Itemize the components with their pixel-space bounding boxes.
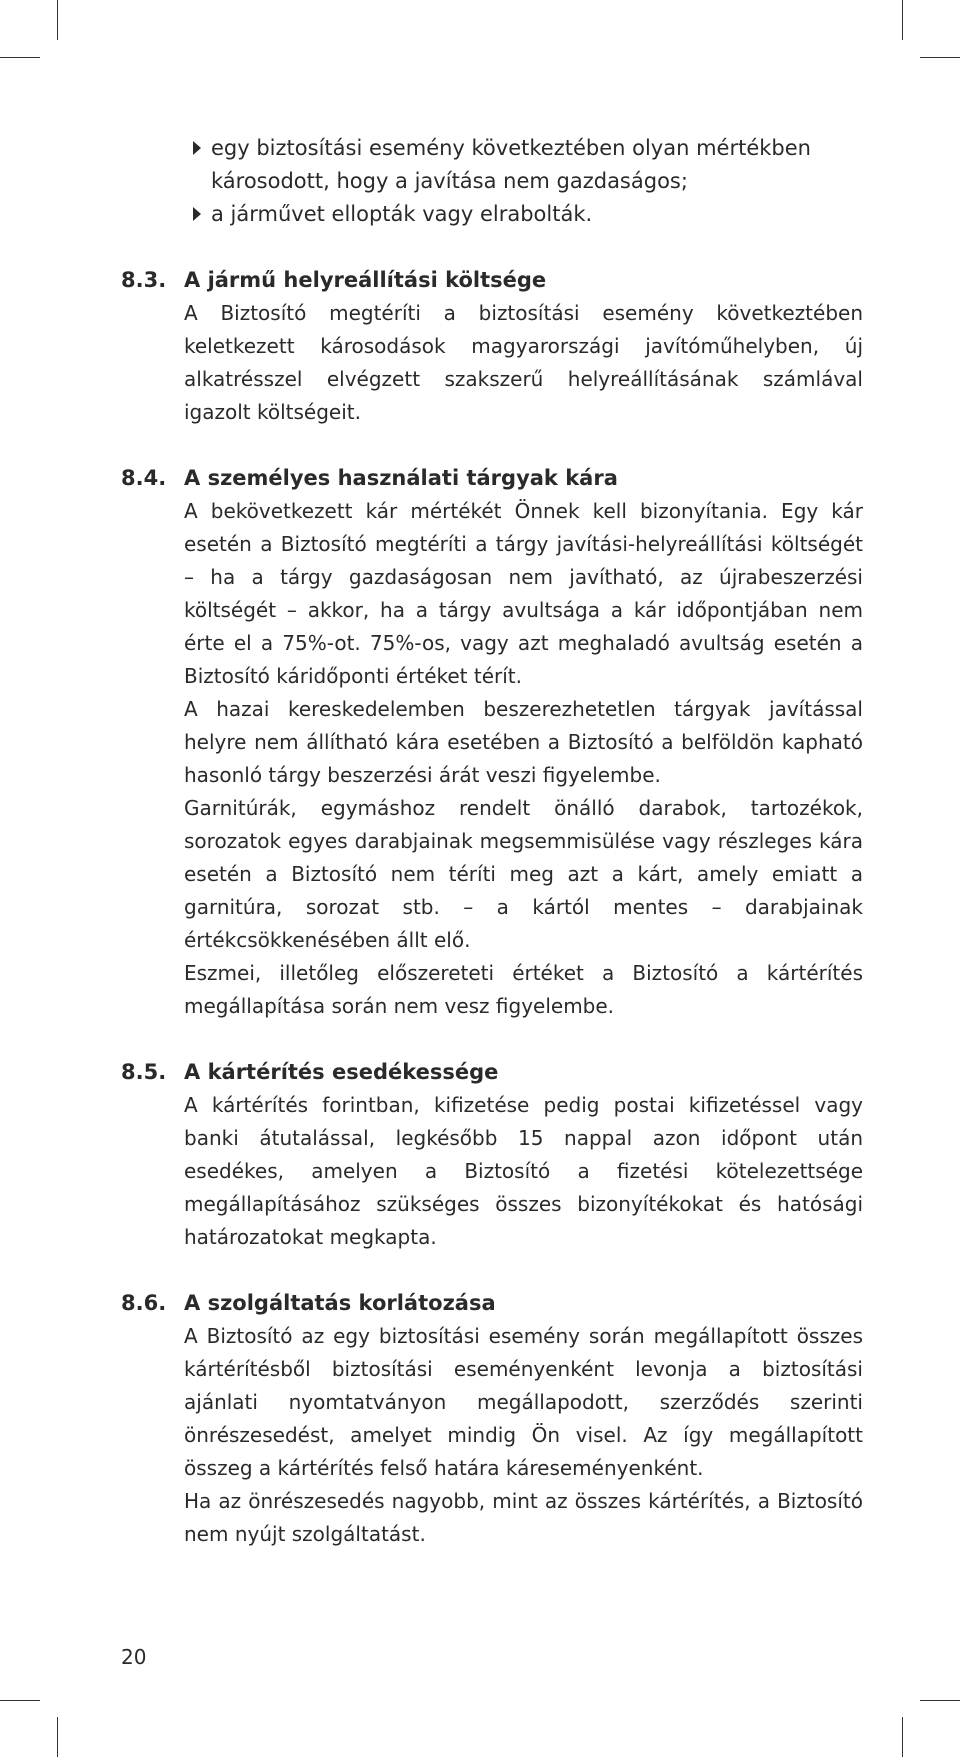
section-title: A kártérítés esedékessége [184,1060,499,1084]
section-number: 8.5. [121,1060,167,1084]
triangle-bullet-icon [193,207,201,221]
crop-mark-top-left [57,0,58,40]
crop-mark-top-left-h [0,57,40,58]
section-title: A személyes használati tárgyak kára [184,466,618,490]
section-8-4 [121,462,863,1023]
list-item [193,132,863,198]
page-number: 20 [121,1645,147,1669]
paragraph: A Biztosító megtéríti a biztosítási esemény következtében keletkezett károsodások magyarországi javítóműhelyben, új alkatrésszel elvégzett szakszerű helyreállításának számlával igazolt költségeit. [184,301,863,424]
paragraph: Eszmei, illetőleg előszereteti értéket a Biztosító a kártérítés megállapítása során nem vesz figyelembe. [184,961,863,1018]
crop-mark-bottom-right [902,1717,903,1757]
paragraph: A bekövetkezett kár mértékét Önnek kell bizonyítania. Egy kár esetén a Biztosító megtéríti a tárgy javítási-helyreállítási költségét – ha a tárgy gazdaságosan nem javítható, az újrabeszerzési költségét – akkor, ha a tárgy avultsága a kár időpontjában nem érte el a 75%-ot. 75%-os, vagy azt meghaladó avultság esetén a Biztosító káridőponti értéket térít. [184,499,863,688]
crop-mark-top-right [902,0,903,40]
section-number: 8.4. [121,466,167,490]
list-item-text: egy biztosítási esemény következtében olyan mértékben károsodott, hogy a javítása nem gazdaságos; [211,136,811,193]
paragraph: Ha az önrészesedés nagyobb, mint az összes kártérítés, a Biztosító nem nyújt szolgáltatást. [184,1489,863,1546]
section-8-5 [121,1056,863,1254]
triangle-bullet-icon [193,141,201,155]
section-title: A szolgáltatás korlátozása [184,1291,496,1315]
crop-mark-bottom-left [57,1717,58,1757]
crop-mark-bottom-left-h [0,1700,40,1701]
section-number: 8.6. [121,1291,167,1315]
section-title: A jármű helyreállítási költsége [184,268,547,292]
crop-mark-top-right-h [920,57,960,58]
page-content [121,132,863,1551]
section-number: 8.3. [121,268,167,292]
list-item [193,198,863,231]
list-item-text: a járművet ellopták vagy elrabolták. [211,202,593,226]
section-8-3 [121,264,863,429]
paragraph: A kártérítés forintban, kifizetése pedig postai kifizetéssel vagy banki átutalással, legkésőbb 15 nappal azon időpont után esedékes, amelyen a Biztosító a fizetési kötelezettsége megállapításához szükséges összes bizonyítékokat és hatósági határozatokat megkapta. [184,1093,863,1249]
paragraph: A Biztosító az egy biztosítási esemény során megállapított összes kártérítésből biztosítási eseményenként levonja a biztosítási ajánlati nyomtatványon megállapodott, szerződés szerinti önrészesedést, amelyet mindig Ön visel. Az így megállapított összeg a kártérítés felső határa káreseményenként. [184,1324,863,1480]
paragraph: A hazai kereskedelemben beszerezhetetlen tárgyak javítással helyre nem állítható kára esetében a Biztosító a belföldön kapható hasonló tárgy beszerzési árát veszi figyelembe. [184,697,863,787]
paragraph: Garnitúrák, egymáshoz rendelt önálló darabok, tartozékok, sorozatok egyes darabjainak megsemmisülése vagy részleges kára esetén a Biztosító nem téríti meg azt a kárt, amely emiatt a garnitúra, sorozat stb. – a kártól mentes – darabjainak értékcsökkenésében állt elő. [184,796,863,952]
section-8-6 [121,1287,863,1551]
crop-mark-bottom-right-h [920,1700,960,1701]
bullet-list [193,132,863,231]
